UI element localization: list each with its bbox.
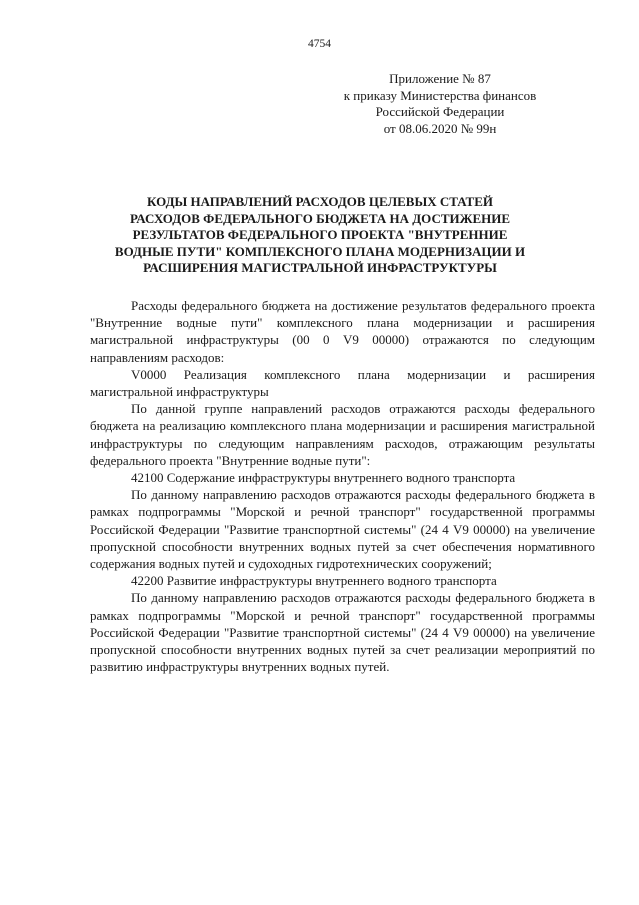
paragraph-42100-description: По данному направлению расходов отражаются расходы федерального бюджета в рамках подпрограммы "Морской и речной транспорт" государственной программы Российской Федерации "Развитие транспортной системы" (24 4 V9 00000) на увеличение пропускной способности внутренних водных путей за счет обеспечения нормативного содержания водных путей и судоходных гидротехнических сооружений; (90, 487, 595, 572)
title-line: РЕЗУЛЬТАТОВ ФЕДЕРАЛЬНОГО ПРОЕКТА "ВНУТРЕННИЕ (132, 227, 508, 243)
appendix-number: Приложение № 87 (389, 71, 491, 86)
appendix-header (340, 71, 540, 137)
title-line: РАСШИРЕНИЯ МАГИСТРАЛЬНОЙ ИНФРАСТРУКТУРЫ (143, 260, 497, 276)
paragraph-group-description: По данной группе направлений расходов отражаются расходы федерального бюджета на реализацию комплексного плана модернизации и расширения магистральной инфраструктуры по следующим направлениям расходов, отражающим результаты федерального проекта "Внутренние водные пути": (90, 401, 595, 468)
document-body (90, 297, 595, 675)
page-number: 4754 (308, 38, 331, 50)
paragraph-code-v0000: V0000 Реализация комплексного плана модернизации и расширения магистральной инфраструктуры (90, 366, 595, 400)
paragraph-42200-description: По данному направлению расходов отражаются расходы федерального бюджета в рамках подпрограммы "Морской и речной транспорт" государственной программы Российской Федерации "Развитие транспортной системы" (24 4 V9 00000) на увеличение пропускной способности внутренних водных путей за счет реализации мероприятий по развитию инфраструктуры внутренних водных путей. (90, 590, 595, 675)
title-line: КОДЫ НАПРАВЛЕНИЙ РАСХОДОВ ЦЕЛЕВЫХ СТАТЕЙ (147, 194, 493, 209)
appendix-date: от 08.06.2020 № 99н (383, 120, 497, 136)
title-line: РАСХОДОВ ФЕДЕРАЛЬНОГО БЮДЖЕТА НА ДОСТИЖЕНИЕ (129, 210, 511, 226)
paragraph-intro: Расходы федерального бюджета на достижение результатов федерального проекта "Внутренние водные пути" комплексного плана модернизации и расширения магистральной инфраструктуры (00 0 V9 00000) отражаются по следующим направлениям расходов: (90, 298, 595, 365)
paragraph-code-42100: 42100 Содержание инфраструктуры внутреннего водного транспорта (131, 470, 516, 486)
paragraph-code-42200: 42200 Развитие инфраструктуры внутреннего водного транспорта (131, 573, 497, 589)
title-line: ВОДНЫЕ ПУТИ" КОМПЛЕКСНОГО ПЛАНА МОДЕРНИЗАЦИИ И (114, 243, 526, 259)
document-title (95, 194, 545, 277)
appendix-order-ref: к приказу Министерства финансов (343, 87, 537, 103)
appendix-ministry: Российской Федерации (375, 104, 505, 119)
